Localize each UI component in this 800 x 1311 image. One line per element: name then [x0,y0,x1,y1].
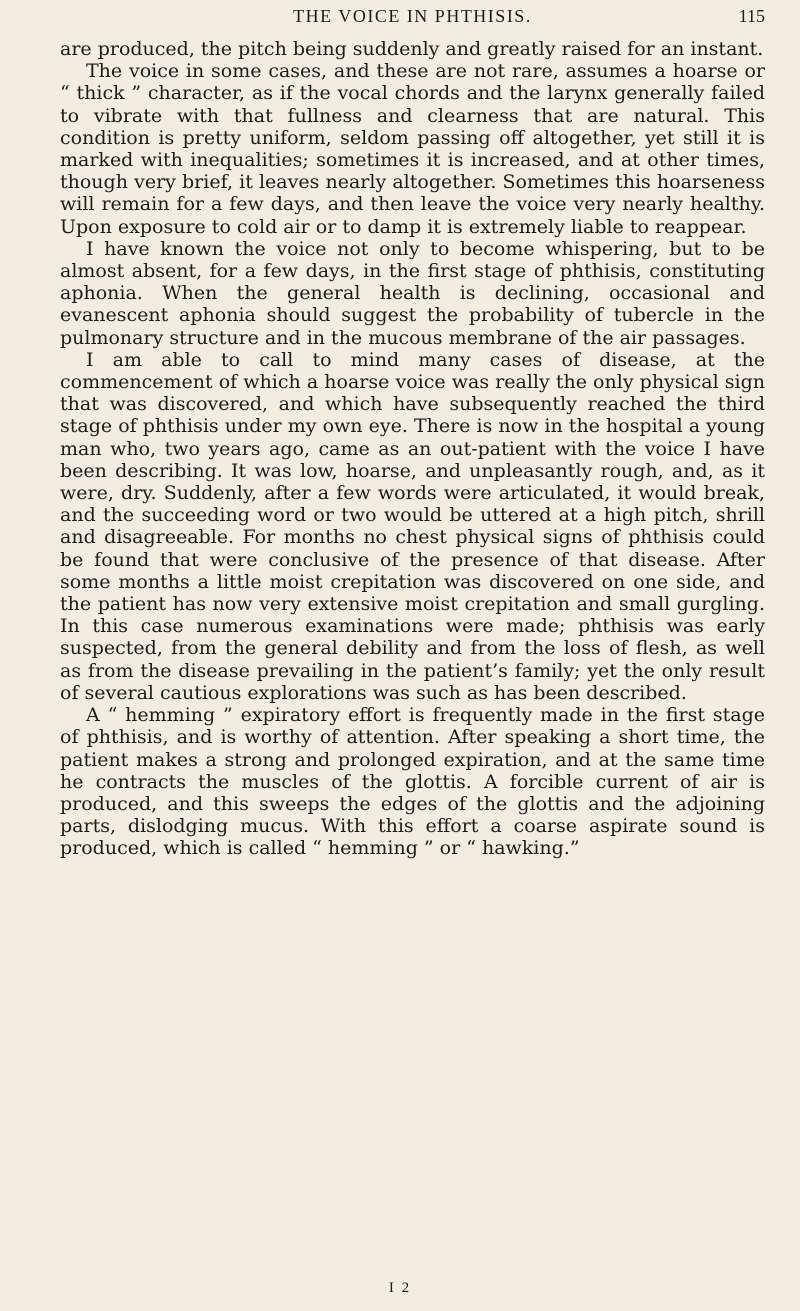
paragraph-hoarse-voice: The voice in some cases, and these are not rare, assumes a hoarse or “ thick ” character, as if the vocal chords and the larynx generally failed to vibrate with that fullness and clearness that are natural. This condition is pretty uniform, seldom passing off altogether, yet still it is marked with inequalities; sometimes it is increased, and at other times, though very brief, it leaves nearly altogether. Sometimes this hoarseness will remain for a few days, and then leave the voice very nearly healthy. Upon exposure to cold air or to damp it is extremely liable to reappear. [60,60,765,238]
signature-mark: I 2 [388,1280,412,1296]
paragraph-hemming: A “ hemming ” expiratory effort is frequently made in the first stage of phthisis, and is worthy of attention. After speaking a short time, the patient makes a strong and prolonged expiration, and at the same time he contracts the muscles of the glottis. A forcible current of air is produced, and this sweeps the edges of the glottis and the adjoining parts, dislodging mucus. With this effort a coarse aspirate sound is produced, which is called “ hemming ” or “ hawking.” [60,704,765,860]
paragraph-aphonia: I have known the voice not only to become whispering, but to be almost absent, for a few days, in the first stage of phthisis, constituting aphonia. When the general health is declining, occasional and evanescent aphonia should suggest the probability of tubercle in the pulmonary structure and in the mucous membrane of the air passages. [60,237,765,349]
paragraph-case-history: I am able to call to mind many cases of disease, at the commencement of which a hoarse voice was really the only physical sign that was discovered, and which have subsequently reached the third stage of phthisis under my own eye. There is now in the hospital a young man who, two years ago, came as an out-patient with the voice I have been describing. It was low, hoarse, and unpleasantly rough, and, as it were, dry. Suddenly, after a few words were articulated, it would break, and the succeeding word or two would be uttered at a high pitch, shrill and disagreeable. For months no chest physical signs of phthisis could be found that were conclusive of the presence of that disease. After some months a little moist crepitation was discovered on one side, and the patient has now very extensive moist crepitation and small gurgling. In this case numerous examinations were made; phthisis was early suspected, from the general debility and from the loss of flesh, as well as from the disease prevailing in the patient’s family; yet the only result of several cautious explorations was such as has been described. [60,348,765,704]
page-number: 115 [738,6,765,26]
running-head [60,6,765,30]
running-title: THE VOICE IN PHTHISIS. [293,6,532,26]
paragraph-continued: are produced, the pitch being suddenly and greatly raised for an instant. [60,38,764,60]
body-text [60,38,765,860]
